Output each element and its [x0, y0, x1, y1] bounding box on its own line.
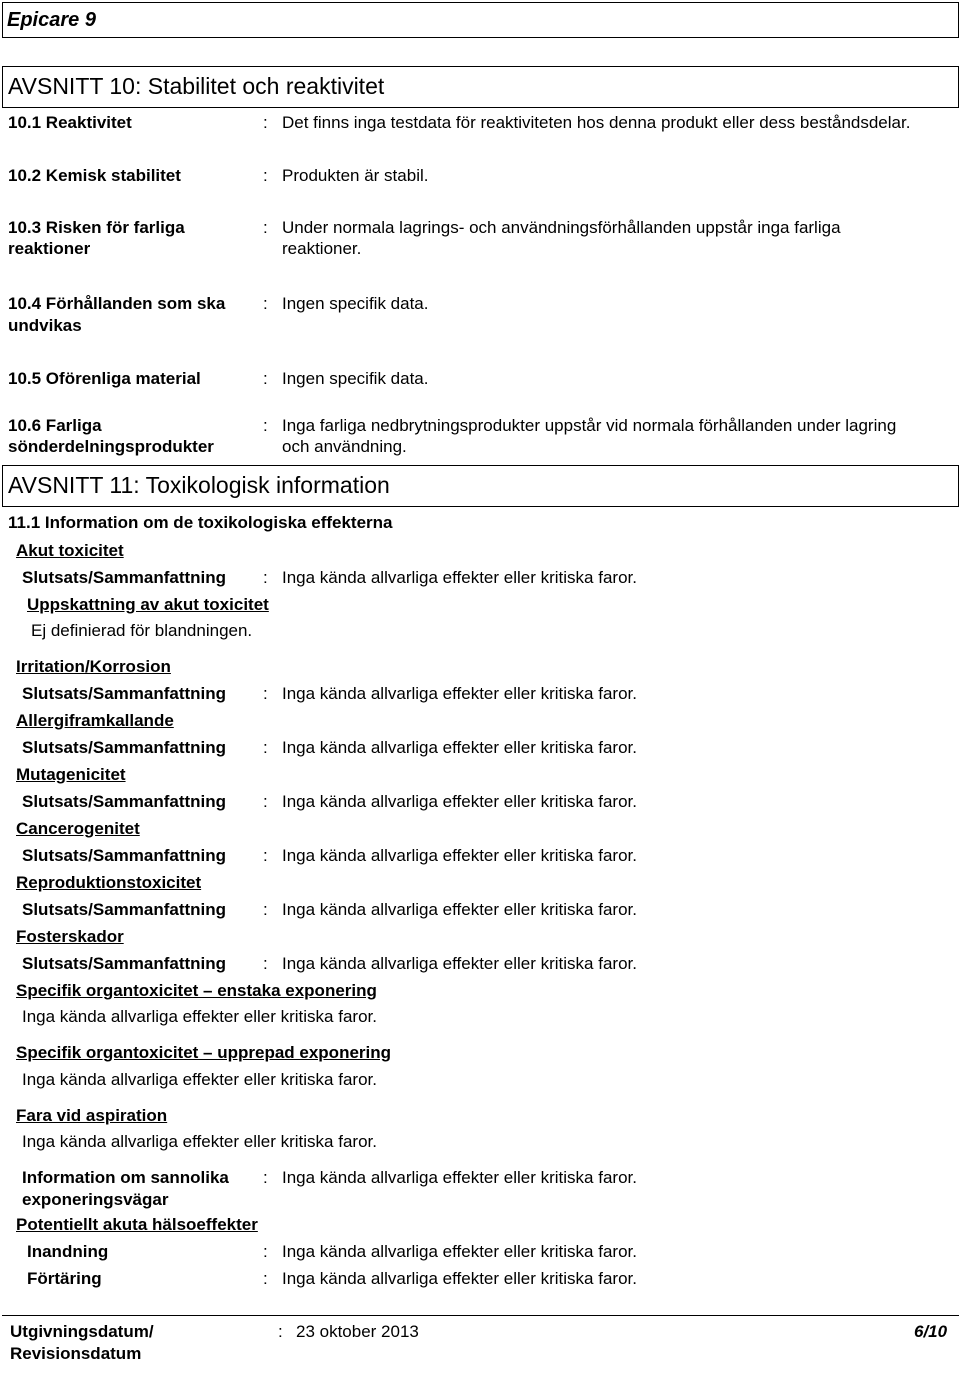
summary-label: Slutsats/Sammanfattning: [22, 738, 227, 757]
summary-value: Inga kända allvarliga effekter eller kritiska faror.: [282, 684, 637, 703]
section-11-subtitle: 11.1 Information om de toxikologiska effekterna: [8, 513, 393, 532]
summary-value: Inga kända allvarliga effekter eller kritiska faror.: [282, 846, 637, 865]
section-11-title: AVSNITT 11: Toxikologisk information: [8, 472, 390, 498]
colon: :: [263, 900, 268, 919]
stot-single-value: Inga kända allvarliga effekter eller kritiska faror.: [22, 1007, 377, 1026]
colon: :: [263, 846, 268, 865]
exposure-routes-label: exponeringsvägar: [22, 1190, 169, 1209]
colon: :: [263, 416, 268, 435]
ingestion-value: Inga kända allvarliga effekter eller kritiska faror.: [282, 1269, 637, 1288]
summary-value: Inga kända allvarliga effekter eller kritiska faror.: [282, 568, 637, 587]
header-box: [2, 2, 959, 38]
row-reactivity-value: Det finns inga testdata för reaktiviteten hos denna produkt eller dess beståndsdelar.: [282, 113, 911, 132]
row-hazardous-reactions-value: reaktioner.: [282, 239, 362, 258]
row-decomposition-products-value: Inga farliga nedbrytningsprodukter uppstår vid normala förhållanden under lagring: [282, 416, 897, 435]
acute-estimate-value: Ej definierad för blandningen.: [31, 621, 253, 640]
colon: :: [278, 1322, 283, 1341]
row-decomposition-products-value: och användning.: [282, 437, 407, 456]
footer-divider: [2, 1315, 959, 1316]
colon: :: [263, 166, 268, 185]
category-heading-irritation: Irritation/Korrosion: [16, 657, 171, 676]
summary-label: Slutsats/Sammanfattning: [22, 900, 227, 919]
colon: :: [263, 1168, 268, 1187]
summary-label: Slutsats/Sammanfattning: [22, 846, 227, 865]
row-incompatible-materials-label: 10.5 Oförenliga material: [8, 369, 201, 388]
potential-acute-heading: Potentiellt akuta hälsoeffekter: [16, 1215, 258, 1234]
colon: :: [263, 954, 268, 973]
row-hazardous-reactions-value: Under normala lagrings- och användningsförhållanden uppstår inga farliga: [282, 218, 841, 237]
acute-toxicity-heading: Akut toxicitet: [16, 541, 124, 560]
category-heading-mutagenicity: Mutagenicitet: [16, 765, 126, 784]
colon: :: [263, 1242, 268, 1261]
aspiration-value: Inga kända allvarliga effekter eller kritiska faror.: [22, 1132, 377, 1151]
row-decomposition-products-label: sönderdelningsprodukter: [8, 437, 214, 456]
summary-value: Inga kända allvarliga effekter eller kritiska faror.: [282, 738, 637, 757]
colon: :: [263, 568, 268, 587]
footer-date-label: Utgivningsdatum/: [10, 1322, 154, 1341]
summary-label: Slutsats/Sammanfattning: [22, 792, 227, 811]
page-number: 6/10: [914, 1322, 948, 1341]
inhalation-value: Inga kända allvarliga effekter eller kritiska faror.: [282, 1242, 637, 1261]
colon: :: [263, 113, 268, 132]
colon: :: [263, 684, 268, 703]
row-conditions-to-avoid-value: Ingen specifik data.: [282, 294, 429, 313]
colon: :: [263, 294, 268, 313]
row-decomposition-products-label: 10.6 Farliga: [8, 416, 102, 435]
summary-label: Slutsats/Sammanfattning: [22, 568, 227, 587]
summary-value: Inga kända allvarliga effekter eller kritiska faror.: [282, 792, 637, 811]
colon: :: [263, 369, 268, 388]
row-reactivity-label: 10.1 Reaktivitet: [8, 113, 132, 132]
summary-value: Inga kända allvarliga effekter eller kritiska faror.: [282, 900, 637, 919]
summary-label: Slutsats/Sammanfattning: [22, 684, 227, 703]
row-hazardous-reactions-label: reaktioner: [8, 239, 91, 258]
category-heading-teratogenicity: Fosterskador: [16, 927, 124, 946]
exposure-routes-value: Inga kända allvarliga effekter eller kritiska faror.: [282, 1168, 637, 1187]
row-chemical-stability-value: Produkten är stabil.: [282, 166, 429, 185]
colon: :: [263, 218, 268, 237]
colon: :: [263, 738, 268, 757]
summary-label: Slutsats/Sammanfattning: [22, 954, 227, 973]
footer-date-label: Revisionsdatum: [10, 1344, 142, 1363]
document-header-title: Epicare 9: [7, 9, 96, 31]
exposure-routes-label: Information om sannolika: [22, 1168, 229, 1187]
row-conditions-to-avoid-label: 10.4 Förhållanden som ska: [8, 294, 226, 313]
colon: :: [263, 1269, 268, 1288]
category-heading-carcinogenicity: Cancerogenitet: [16, 819, 140, 838]
row-conditions-to-avoid-label: undvikas: [8, 316, 82, 335]
footer-date-value: 23 oktober 2013: [296, 1322, 419, 1341]
acute-estimate-heading: Uppskattning av akut toxicitet: [27, 595, 269, 614]
stot-repeated-heading: Specifik organtoxicitet – upprepad exponering: [16, 1043, 392, 1062]
stot-single-heading: Specifik organtoxicitet – enstaka exponering: [16, 981, 377, 1000]
ingestion-label: Förtäring: [27, 1269, 102, 1288]
category-heading-sensitisation: Allergiframkallande: [16, 711, 174, 730]
stot-repeated-value: Inga kända allvarliga effekter eller kritiska faror.: [22, 1070, 377, 1089]
row-incompatible-materials-value: Ingen specifik data.: [282, 369, 429, 388]
section-10-title: AVSNITT 10: Stabilitet och reaktivitet: [8, 73, 385, 99]
summary-value: Inga kända allvarliga effekter eller kritiska faror.: [282, 954, 637, 973]
colon: :: [263, 792, 268, 811]
aspiration-heading: Fara vid aspiration: [16, 1106, 168, 1125]
row-hazardous-reactions-label: 10.3 Risken för farliga: [8, 218, 185, 237]
row-chemical-stability-label: 10.2 Kemisk stabilitet: [8, 166, 181, 185]
category-heading-reproductive-toxicity: Reproduktionstoxicitet: [16, 873, 202, 892]
inhalation-label: Inandning: [27, 1242, 109, 1261]
